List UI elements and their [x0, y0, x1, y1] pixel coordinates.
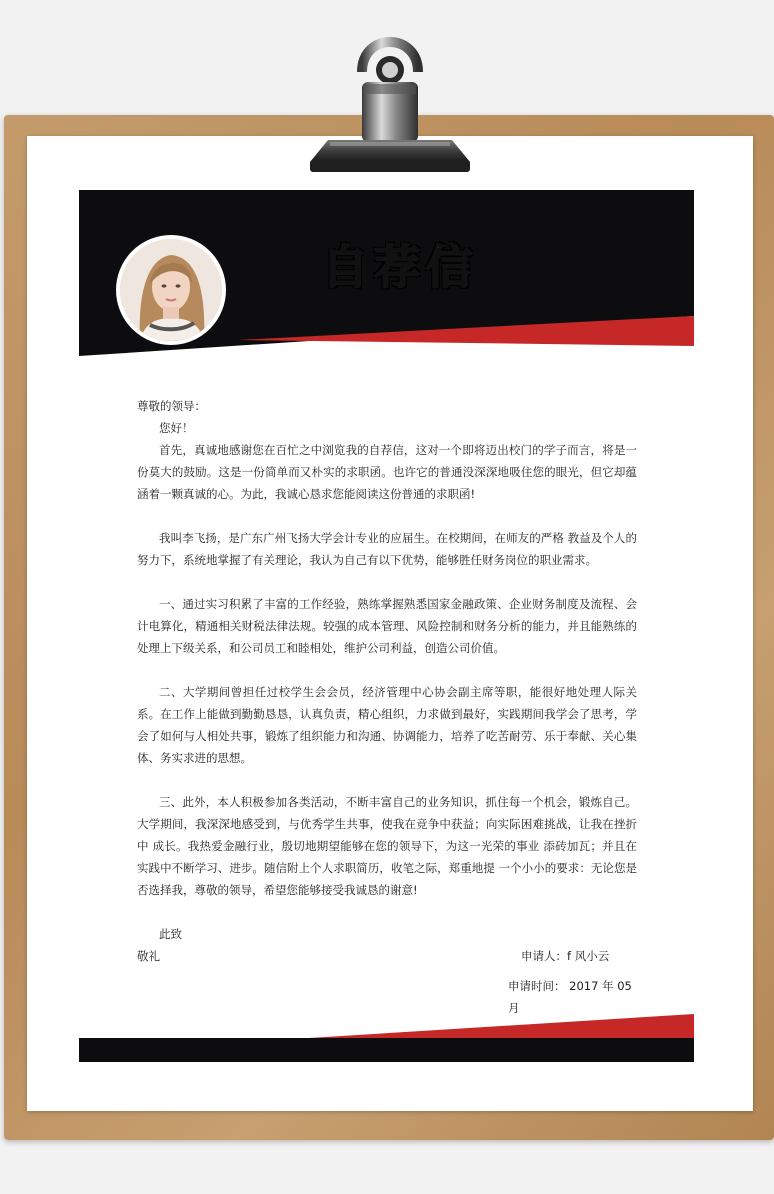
salute: 敬礼 [137, 949, 160, 963]
hello: 您好！ [159, 421, 194, 435]
paragraph-3: 一、通过实习积累了丰富的工作经验，熟练掌握熟悉国家金融政策、企业财务制度及流程、会计电算化，精通相关财税法律法规。较强的成本管理、风险控制和财务分析的能力，并且能熟练的处理上下级关系，和公司员工和睦相处，维护公司利益，创造公司价值。 [137, 597, 637, 655]
letter-body [137, 395, 637, 1015]
paragraph-4: 二、大学期间曾担任过校学生会会员，经济管理中心协会副主席等职，能很好地处理人际关系。在工作上能做到勤勤恳恳，认真负责，精心组织，力求做到最好，实践期间我学会了思考，学会了如何与人相处共事，锻炼了组织能力和沟通、协调能力，培养了吃苦耐劳、乐于奉献、关心集体、务实求进的思想。 [137, 685, 637, 765]
paragraph-1: 首先，真诚地感谢您在百忙之中浏览我的自荐信，这对一个即将迈出校门的学子而言，将是一份莫大的鼓励。这是一份简单而又朴实的求职函。也许它的普通没深深地吸住您的眼光，但它却蕴涵着一颗真诚的心。为此，我诚心恳求您能阅读这份普通的求职函! [137, 443, 637, 501]
greeting: 尊敬的领导： [137, 399, 206, 413]
binder-clip-icon [300, 22, 480, 182]
application-date: 申请时间： 2017 年 05 月 [508, 979, 632, 1015]
page-title: 自荐信 [322, 240, 478, 294]
paragraph-5: 三、此外，本人积极参加各类活动，不断丰富自己的业务知识，抓住每一个机会，锻炼自己。大学期间，我深深地感受到，与优秀学生共事，使我在竞争中获益；向实际困难挑战，让我在挫折中 成长。我热爱金融行业，殷切地期望能够在您的领导下，为这一光荣的事业 添砖加瓦；并且在实践中不断学习、进步。随信附上个人求职简历，收笔之际，郑重地提 一个小小的要求：无论您是否选择我，尊敬的领导，希望您能够接受我诚恳的谢意! [137, 795, 637, 897]
closing: 此致 [159, 927, 182, 941]
footer-band [79, 1010, 694, 1062]
paragraph-2: 我叫李飞扬，是广东广州飞扬大学会计专业的应届生。在校期间，在师友的严格 教益及个人的努力下，系统地掌握了有关理论，我认为自己有以下优势，能够胜任财务岗位的职业需求。 [137, 531, 637, 567]
avatar [116, 235, 226, 345]
applicant-name: 申请人：f 风小云 [521, 949, 610, 963]
